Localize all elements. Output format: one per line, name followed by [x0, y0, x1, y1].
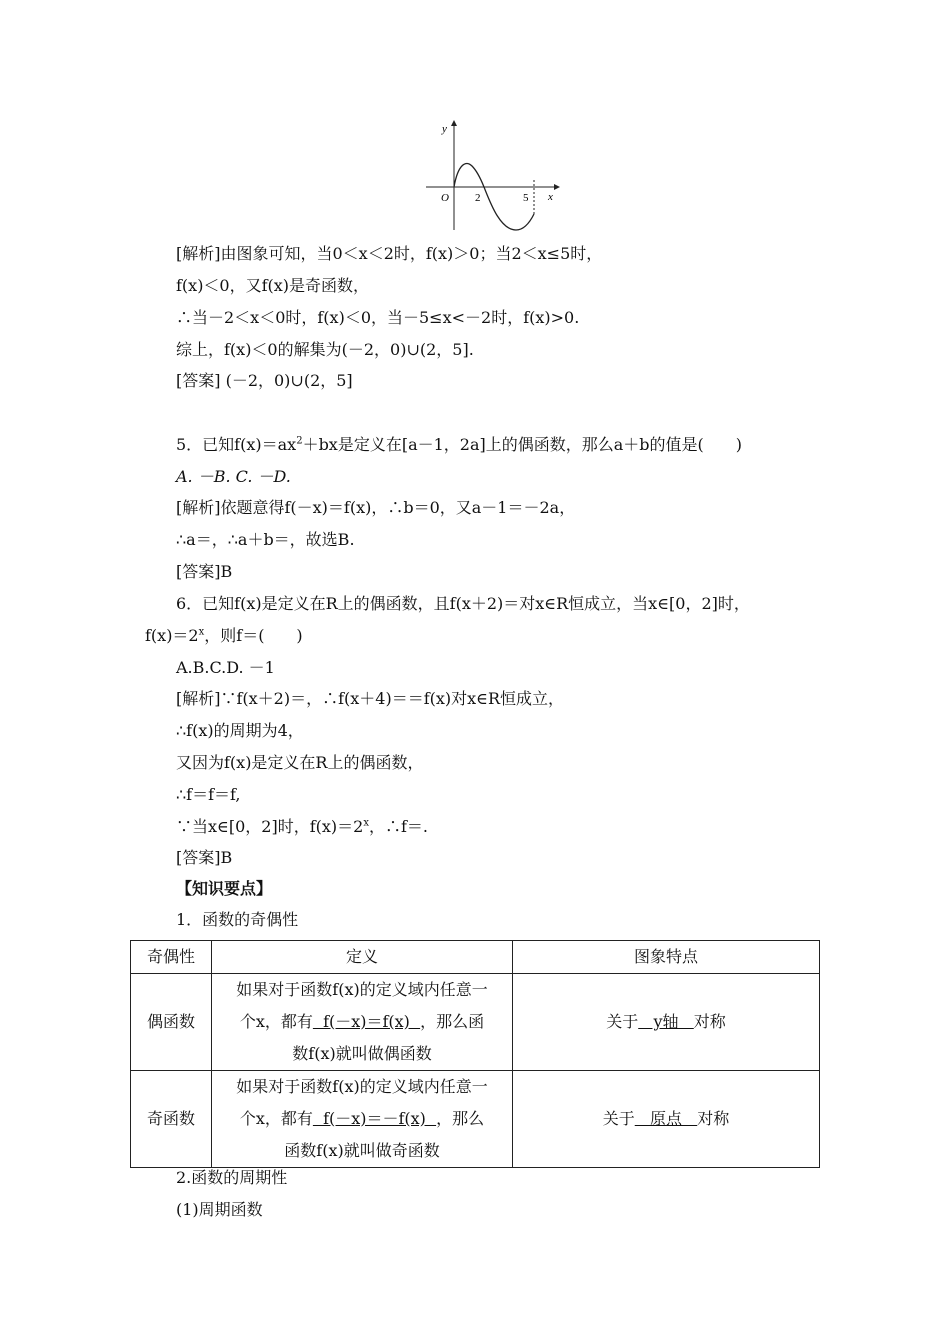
even-function-definition [212, 974, 513, 1071]
q6-stem-line-1: 6．已知f(x)是定义在R上的偶函数，且f(x＋2)＝对x∈R恒成立，当x∈[0，2]时， [176, 594, 750, 613]
q4-analysis-line-3: ∴当－2＜x＜0时，f(x)＜0，当－5≤x<－2时，f(x)>0. [176, 308, 580, 327]
q6-analysis-line-2: ∴f(x)的周期为4， [176, 721, 304, 740]
table-row-odd [131, 1071, 820, 1168]
odd-def-line-2 [220, 1103, 504, 1135]
y-axis-arrow [451, 120, 457, 126]
table-header-definition: 定义 [212, 941, 513, 974]
knowledge-sub2-1: (1)周期函数 [176, 1200, 263, 1219]
odd-def-2a: 个x，都有 [239, 1109, 313, 1128]
even-def-blank: f(－x)＝f(x) [312, 1012, 421, 1031]
knowledge-sub1: 1．函数的奇偶性 [176, 910, 299, 929]
odd-function-name: 奇函数 [131, 1071, 212, 1168]
q5-stem-a: 5．已知f(x)＝ax [176, 435, 297, 454]
odd-def-line-3: 函数f(x)就叫做奇函数 [284, 1141, 440, 1160]
q6-stem-2sup: x [198, 626, 205, 638]
q5-stem [176, 434, 742, 456]
q6-options: A.B.C.D. －1 [176, 658, 275, 677]
odd-def-2b: ，那么 [436, 1109, 485, 1128]
even-def-line-1: 如果对于函数f(x)的定义域内任意一 [236, 980, 488, 999]
table-header-row [131, 941, 820, 974]
origin-label: O [441, 192, 449, 204]
q5-stem-sup: 2 [296, 435, 303, 447]
q5-options: A. －B. C. －D. [176, 467, 291, 486]
odd-def-blank: f(－x)＝－f(x) [312, 1109, 437, 1128]
q5-answer: [答案]B [176, 562, 233, 581]
q5-stem-b: ＋bx是定义在[a－1，2a]上的偶函数，那么a＋b的值是( ) [302, 435, 743, 454]
q4-analysis-line-2: f(x)＜0，又f(x)是奇函数， [176, 276, 370, 295]
even-def-line-2 [220, 1006, 504, 1038]
q6-analysis-line-1: [解析]∵f(x＋2)＝，∴f(x＋4)＝＝f(x)对x∈R恒成立， [176, 689, 565, 708]
q6-stem-2b: ，则f＝( ) [204, 626, 303, 645]
odd-graph-feature [513, 1071, 820, 1168]
table-row-even [131, 974, 820, 1071]
even-def-line-3: 数f(x)就叫做偶函数 [292, 1044, 432, 1063]
q4-analysis-line-4: 综上，f(x)＜0的解集为(－2，0)∪(2，5]. [176, 340, 474, 359]
q4-analysis-line-1: [解析]由图象可知，当0＜x＜2时，f(x)＞0；当2＜x≤5时， [176, 244, 603, 263]
q6-analysis-5a: ∵当x∈[0，2]时，f(x)＝2 [176, 817, 364, 836]
q5-analysis-line-1: [解析]依题意得f(－x)＝f(x)，∴b＝0，又a－1＝－2a， [176, 498, 576, 517]
even-def-2b: ，那么函 [420, 1012, 485, 1031]
knowledge-sub2: 2.函数的周期性 [176, 1168, 288, 1187]
x-axis-arrow [554, 184, 560, 190]
y-axis-label: y [442, 123, 447, 135]
odd-graph-b: 对称 [697, 1109, 730, 1128]
q6-analysis-5sup: x [363, 817, 369, 829]
function-curve [454, 164, 534, 230]
odd-def-line-1: 如果对于函数f(x)的定义域内任意一 [236, 1077, 488, 1096]
even-graph-a: 关于 [606, 1012, 639, 1031]
tick-label-5: 5 [523, 192, 529, 204]
q5-analysis-line-2: ∴a＝，∴a＋b＝，故选B. [176, 530, 355, 549]
even-graph-feature [513, 974, 820, 1071]
table-header-graph: 图象特点 [513, 941, 820, 974]
q6-stem-line-2 [145, 625, 303, 647]
function-graph [420, 118, 560, 236]
odd-graph-blank: 原点 [634, 1109, 698, 1128]
q6-stem-2a: f(x)＝2 [145, 626, 199, 645]
q6-analysis-line-5 [176, 816, 428, 838]
even-graph-b: 对称 [693, 1012, 726, 1031]
table-header-parity: 奇偶性 [131, 941, 212, 974]
parity-table [130, 940, 820, 1168]
odd-graph-a: 关于 [602, 1109, 635, 1128]
q6-analysis-5b: ，∴f＝. [368, 817, 428, 836]
q4-answer: [答案] (－2，0)∪(2，5] [176, 371, 353, 390]
q6-analysis-line-4: ∴f＝f＝f, [176, 785, 241, 804]
x-axis-label: x [548, 191, 553, 203]
q6-analysis-line-3: 又因为f(x)是定义在R上的偶函数， [176, 753, 424, 772]
even-graph-blank: y轴 [638, 1012, 694, 1031]
even-function-name: 偶函数 [131, 974, 212, 1071]
tick-label-2: 2 [475, 192, 481, 204]
knowledge-heading: 【知识要点】 [176, 879, 273, 898]
even-def-2a: 个x，都有 [239, 1012, 313, 1031]
q6-answer: [答案]B [176, 848, 233, 867]
odd-function-definition [212, 1071, 513, 1168]
